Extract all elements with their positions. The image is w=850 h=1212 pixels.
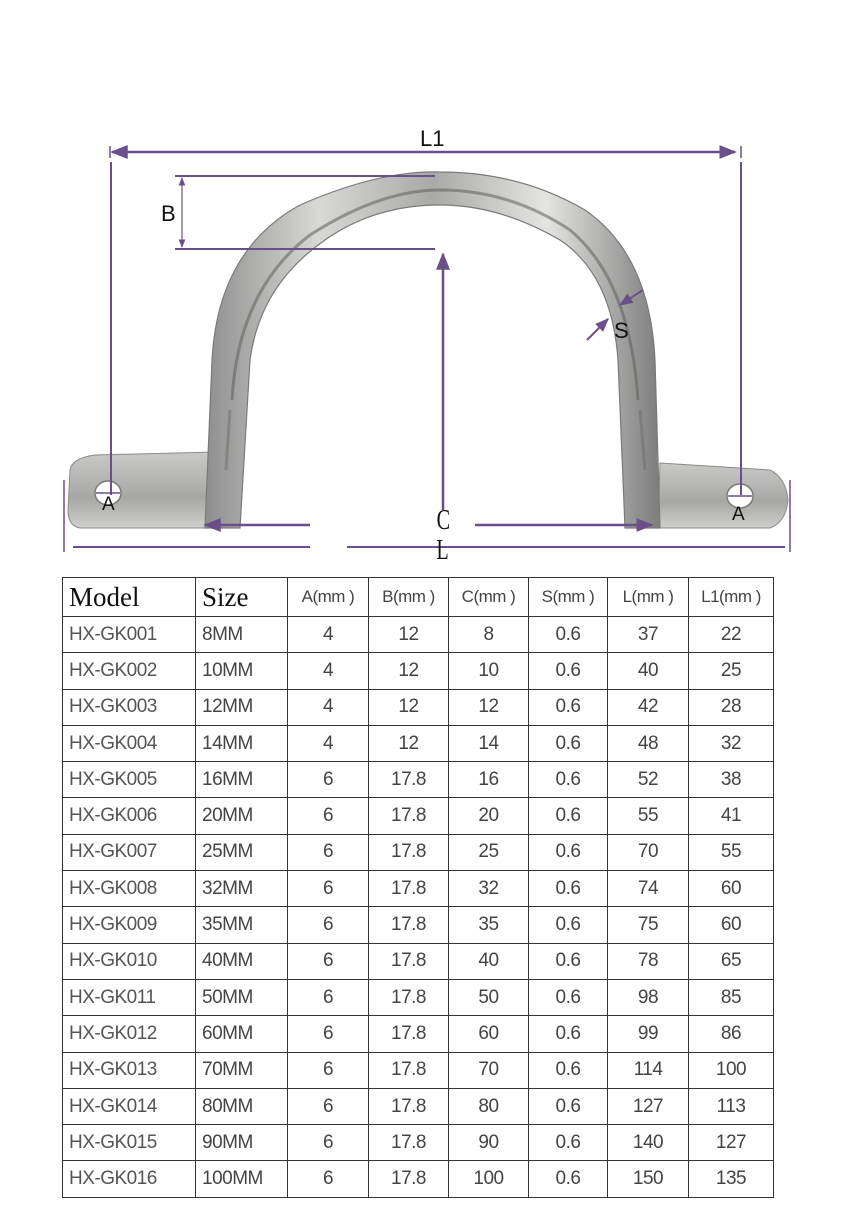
cell-c: 70 (449, 1052, 529, 1088)
cell-b: 17.8 (369, 1125, 449, 1161)
cell-size: 8MM (196, 617, 288, 653)
cell-size: 80MM (196, 1088, 288, 1124)
cell-s: 0.6 (529, 907, 608, 943)
cell-l1: 100 (689, 1052, 774, 1088)
cell-c: 14 (449, 725, 529, 761)
table-row (63, 798, 774, 834)
cell-s: 0.6 (529, 725, 608, 761)
cell-size: 100MM (196, 1161, 288, 1197)
cell-size: 10MM (196, 653, 288, 689)
cell-size: 14MM (196, 725, 288, 761)
cell-l: 75 (608, 907, 689, 943)
cell-b: 12 (369, 689, 449, 725)
cell-b: 12 (369, 653, 449, 689)
cell-size: 32MM (196, 871, 288, 907)
cell-l1: 127 (689, 1125, 774, 1161)
table-row (63, 943, 774, 979)
cell-b: 17.8 (369, 1016, 449, 1052)
cell-l: 74 (608, 871, 689, 907)
cell-b: 17.8 (369, 1052, 449, 1088)
cell-a: 6 (288, 834, 369, 870)
cell-l: 40 (608, 653, 689, 689)
dimension-label-b: B (161, 201, 176, 226)
dimension-label-l: L (436, 535, 449, 566)
cell-s: 0.6 (529, 1125, 608, 1161)
table-row (63, 725, 774, 761)
cell-s: 0.6 (529, 1052, 608, 1088)
cell-c: 25 (449, 834, 529, 870)
header-size: Size (196, 578, 288, 617)
cell-b: 12 (369, 617, 449, 653)
cell-c: 16 (449, 762, 529, 798)
cell-l: 98 (608, 979, 689, 1015)
cell-size: 70MM (196, 1052, 288, 1088)
table-row (63, 1052, 774, 1088)
cell-l: 150 (608, 1161, 689, 1197)
cell-c: 35 (449, 907, 529, 943)
header-b: B(mm ) (369, 578, 449, 617)
cell-l1: 135 (689, 1161, 774, 1197)
cell-s: 0.6 (529, 762, 608, 798)
cell-s: 0.6 (529, 1088, 608, 1124)
header-model: Model (63, 578, 196, 617)
cell-l1: 55 (689, 834, 774, 870)
cell-b: 17.8 (369, 907, 449, 943)
cell-c: 8 (449, 617, 529, 653)
cell-s: 0.6 (529, 943, 608, 979)
cell-model: HX-GK011 (63, 979, 196, 1015)
cell-size: 12MM (196, 689, 288, 725)
cell-model: HX-GK012 (63, 1016, 196, 1052)
cell-a: 6 (288, 1016, 369, 1052)
cell-a: 6 (288, 943, 369, 979)
cell-size: 35MM (196, 907, 288, 943)
cell-b: 17.8 (369, 798, 449, 834)
cell-a: 6 (288, 762, 369, 798)
cell-l1: 85 (689, 979, 774, 1015)
cell-l: 37 (608, 617, 689, 653)
cell-l1: 86 (689, 1016, 774, 1052)
cell-b: 17.8 (369, 1088, 449, 1124)
cell-model: HX-GK006 (63, 798, 196, 834)
cell-c: 32 (449, 871, 529, 907)
cell-size: 90MM (196, 1125, 288, 1161)
cell-l1: 60 (689, 907, 774, 943)
clamp-body (68, 172, 788, 528)
cell-l1: 25 (689, 653, 774, 689)
cell-model: HX-GK001 (63, 617, 196, 653)
dimension-label-l1: L1 (420, 126, 445, 151)
table-row (63, 1016, 774, 1052)
cell-c: 90 (449, 1125, 529, 1161)
cell-l1: 32 (689, 725, 774, 761)
cell-model: HX-GK016 (63, 1161, 196, 1197)
cell-l: 127 (608, 1088, 689, 1124)
cell-a: 6 (288, 1052, 369, 1088)
header-a: A(mm ) (288, 578, 369, 617)
table-row (63, 617, 774, 653)
cell-s: 0.6 (529, 798, 608, 834)
table-row (63, 689, 774, 725)
specification-table (62, 577, 774, 1198)
header-l1: L1(mm ) (689, 578, 774, 617)
cell-a: 6 (288, 1161, 369, 1197)
table-row (63, 1161, 774, 1197)
table-row (63, 834, 774, 870)
cell-l1: 113 (689, 1088, 774, 1124)
cell-c: 12 (449, 689, 529, 725)
cell-s: 0.6 (529, 871, 608, 907)
cell-l1: 38 (689, 762, 774, 798)
u-clamp-drawing (0, 0, 850, 575)
cell-size: 40MM (196, 943, 288, 979)
cell-s: 0.6 (529, 689, 608, 725)
cell-l: 70 (608, 834, 689, 870)
cell-c: 80 (449, 1088, 529, 1124)
cell-b: 17.8 (369, 1161, 449, 1197)
cell-model: HX-GK002 (63, 653, 196, 689)
cell-a: 6 (288, 798, 369, 834)
table-body (63, 617, 774, 1198)
clamp-dimension-diagram (0, 0, 850, 575)
cell-c: 40 (449, 943, 529, 979)
cell-l: 48 (608, 725, 689, 761)
cell-b: 17.8 (369, 943, 449, 979)
cell-l1: 28 (689, 689, 774, 725)
table-row (63, 907, 774, 943)
cell-model: HX-GK009 (63, 907, 196, 943)
cell-model: HX-GK005 (63, 762, 196, 798)
cell-c: 50 (449, 979, 529, 1015)
cell-s: 0.6 (529, 834, 608, 870)
cell-s: 0.6 (529, 617, 608, 653)
cell-a: 6 (288, 1125, 369, 1161)
header-s: S(mm ) (529, 578, 608, 617)
dimension-label-s: S (614, 318, 629, 343)
cell-size: 50MM (196, 979, 288, 1015)
cell-size: 20MM (196, 798, 288, 834)
cell-b: 12 (369, 725, 449, 761)
cell-a: 4 (288, 653, 369, 689)
cell-model: HX-GK010 (63, 943, 196, 979)
cell-a: 6 (288, 979, 369, 1015)
cell-c: 20 (449, 798, 529, 834)
cell-c: 100 (449, 1161, 529, 1197)
dimension-label-a-right: A (732, 504, 745, 525)
cell-size: 16MM (196, 762, 288, 798)
table-row (63, 979, 774, 1015)
cell-b: 17.8 (369, 979, 449, 1015)
cell-size: 60MM (196, 1016, 288, 1052)
cell-s: 0.6 (529, 979, 608, 1015)
cell-s: 0.6 (529, 1016, 608, 1052)
cell-model: HX-GK008 (63, 871, 196, 907)
cell-l: 99 (608, 1016, 689, 1052)
table-row (63, 1088, 774, 1124)
cell-b: 17.8 (369, 834, 449, 870)
cell-l1: 22 (689, 617, 774, 653)
cell-a: 6 (288, 907, 369, 943)
header-c: C(mm ) (449, 578, 529, 617)
cell-model: HX-GK004 (63, 725, 196, 761)
cell-b: 17.8 (369, 871, 449, 907)
table-row (63, 1125, 774, 1161)
cell-a: 6 (288, 1088, 369, 1124)
cell-c: 60 (449, 1016, 529, 1052)
cell-l1: 65 (689, 943, 774, 979)
cell-l: 52 (608, 762, 689, 798)
table-row (63, 653, 774, 689)
cell-l: 114 (608, 1052, 689, 1088)
cell-l: 78 (608, 943, 689, 979)
cell-a: 6 (288, 871, 369, 907)
table-row (63, 762, 774, 798)
cell-model: HX-GK015 (63, 1125, 196, 1161)
cell-a: 4 (288, 725, 369, 761)
header-l: L(mm ) (608, 578, 689, 617)
table-row (63, 871, 774, 907)
cell-l: 55 (608, 798, 689, 834)
cell-s: 0.6 (529, 653, 608, 689)
dimension-label-a-left: A (102, 494, 115, 515)
cell-a: 4 (288, 617, 369, 653)
cell-l1: 60 (689, 871, 774, 907)
cell-size: 25MM (196, 834, 288, 870)
cell-a: 4 (288, 689, 369, 725)
cell-c: 10 (449, 653, 529, 689)
cell-model: HX-GK003 (63, 689, 196, 725)
cell-model: HX-GK007 (63, 834, 196, 870)
cell-model: HX-GK013 (63, 1052, 196, 1088)
table-header-row (63, 578, 774, 617)
dimension-label-c: C (436, 505, 451, 536)
cell-model: HX-GK014 (63, 1088, 196, 1124)
cell-b: 17.8 (369, 762, 449, 798)
cell-l: 42 (608, 689, 689, 725)
cell-s: 0.6 (529, 1161, 608, 1197)
cell-l1: 41 (689, 798, 774, 834)
cell-l: 140 (608, 1125, 689, 1161)
